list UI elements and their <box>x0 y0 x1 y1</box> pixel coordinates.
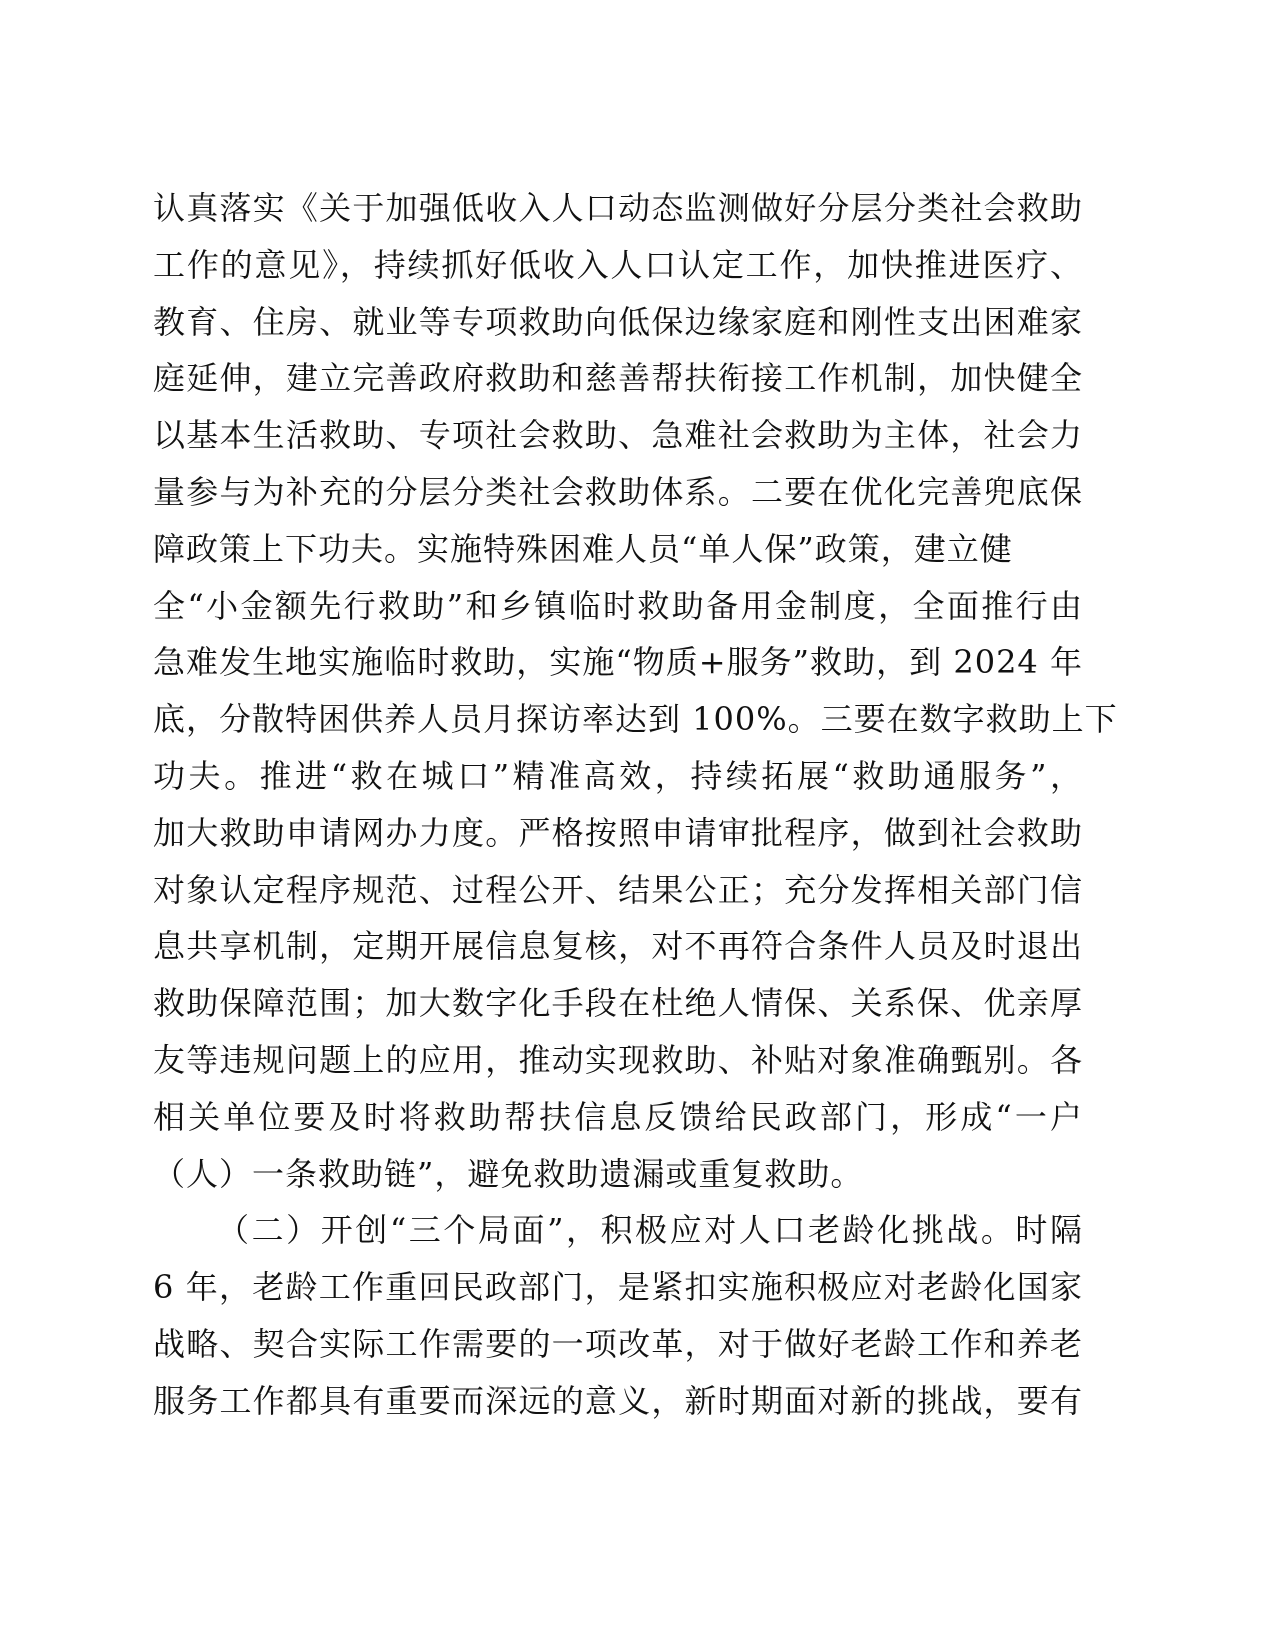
text-line: 功夫。推进“救在城口”精准高效，持续拓展“救助通服务”， <box>153 756 1083 795</box>
body-text <box>153 180 1118 1430</box>
text-line: 障政策上下功夫。实施特殊困难人员“单人保”政策，建立健 <box>153 529 1013 568</box>
text-line: 战略、契合实际工作需要的一项改革，对于做好老龄工作和养老 <box>153 1324 1083 1363</box>
text-line: 服务工作都具有重要而深远的意义，新时期面对新的挑战，要有 <box>153 1381 1083 1420</box>
text-line: 救助保障范围；加大数字化手段在杜绝人情保、关系保、优亲厚 <box>153 984 1083 1023</box>
text-line: 相关单位要及时将救助帮扶信息反馈给民政部门，形成“一户 <box>153 1097 1083 1136</box>
text-line: 量参与为补充的分层分类社会救助体系。二要在优化完善兜底保 <box>153 472 1083 511</box>
text-line: 友等违规问题上的应用，推动实现救助、补贴对象准确甄别。各 <box>153 1040 1083 1079</box>
text-line: 对象认定程序规范、过程公开、结果公正；充分发挥相关部门信 <box>153 870 1083 909</box>
text-line: 急难发生地实施临时救助，实施“物质+服务”救助，到 2024 年 <box>153 643 1083 682</box>
text-line: 教育、住房、就业等专项救助向低保边缘家庭和刚性支出困难家 <box>153 302 1083 341</box>
text-line: 以基本生活救助、专项社会救助、急难社会救助为主体，社会力 <box>153 416 1083 455</box>
text-line: 6 年，老龄工作重回民政部门，是紧扣实施积极应对老龄化国家 <box>153 1268 1083 1307</box>
section-heading-line: （二）开创“三个局面”，积极应对人口老龄化挑战。时隔 <box>217 1211 1083 1250</box>
text-line: 认真落实《关于加强低收入人口动态监测做好分层分类社会救助 <box>153 189 1083 227</box>
text-line: 加大救助申请网办力度。严格按照申请审批程序，做到社会救助 <box>153 813 1083 852</box>
text-line: 息共享机制，定期开展信息复核，对不再符合条件人员及时退出 <box>153 927 1083 966</box>
text-line: 全“小金额先行救助”和乡镇临时救助备用金制度，全面推行由 <box>153 586 1083 625</box>
paragraph-end-line: （人）一条救助链”，避免救助遗漏或重复救助。 <box>153 1154 864 1193</box>
text-line: 底，分散特困供养人员月探访率达到 100%。三要在数字救助上下 <box>153 700 1118 739</box>
text-line: 庭延伸，建立完善政府救助和慈善帮扶衔接工作机制，加快健全 <box>153 359 1083 398</box>
text-line: 工作的意见》，持续抓好低收入人口认定工作，加快推进医疗、 <box>153 245 1083 284</box>
